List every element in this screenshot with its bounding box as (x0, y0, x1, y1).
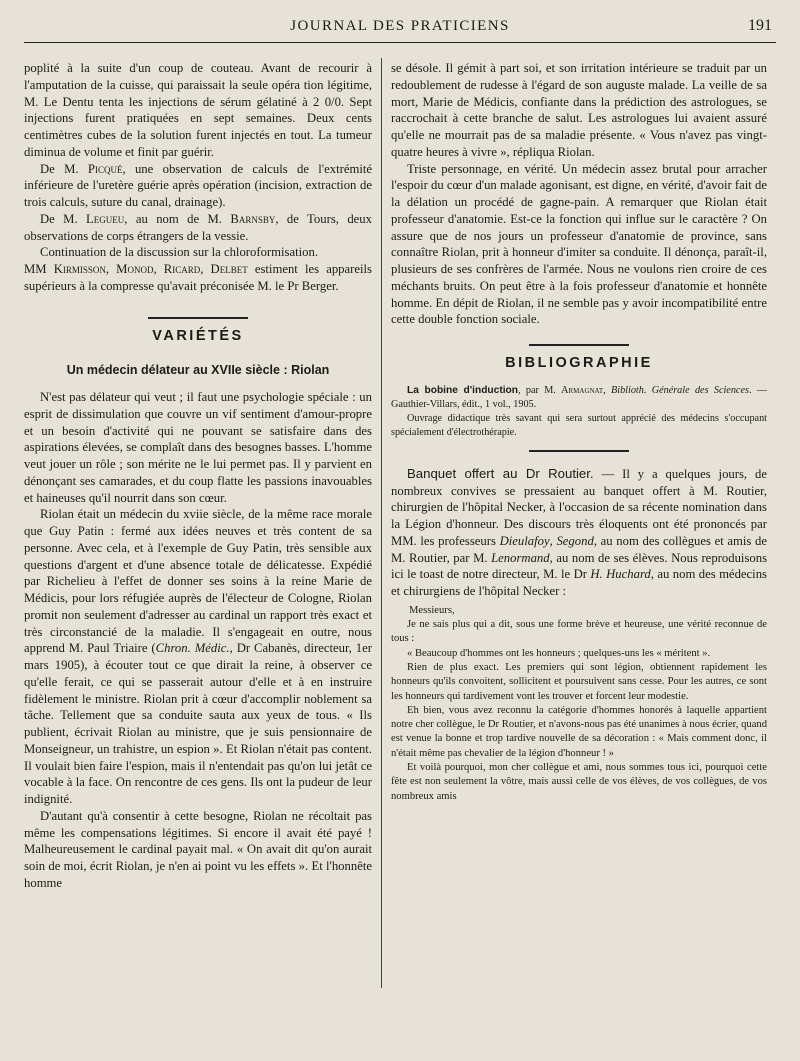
paragraph: Triste personnage, en vérité. Un médecin assez brutal pour arracher l'espoir du cœur d'un malade agonisant, est digne, en vérité, d'avoir fait de la délation un procédé de gagne-pain. A remarquer que Riolan était professeur d'anatomie. Est-ce la fonction qui influe sur le caractère ? On assure que de nos jours un professeur d'anatomie de province, sans connaître Riolan, prit à honneur d'imiter sa conduite. Il dénonça, paraît-il, plusieurs de ses confrères de l'armée. Nous ne voulons rien croire de ces méchants bruits. On peut être à la fois professeur d'anatomie et honnête homme. En dépit de Riolan, il ne semble pas y avoir incompatibilité entre cette double fonction sociale. (391, 161, 767, 327)
page-number: 191 (748, 17, 772, 34)
paragraph: Je ne sais plus qui a dit, sous une forme brève et heureuse, une vérité reconnue de tous : (391, 619, 767, 645)
paragraph: D'autant qu'à consentir à cette besogne, Riolan ne récoltait pas même les compensations légitimes. Si encore il avait été payé ! Malheureusement le cardinal payait mal. « On avait dit qu'on aurait soin de moi, écrit Riolan, je n'en ai point vu les effets ». Et l'honnête homme (24, 808, 372, 890)
paragraph: Riolan était un médecin du xviie siècle, de la même race morale que Guy Patin : fermé aux idées neuves et très content de sa personne. Avec cela, et à l'exemple de Guy Patin, très sensible aux questions d'argent et d'une absence totale de délicatesse. Expédié par Richelieu à l'effet de donner ses soins à la reine Marie de Médicis, pour lors réfugiée auprès de l'électeur de Cologne, Riolan promit non seulement d'adresser au cardinal un rapport très exact et très circonstancié de la maladie. Il s'engageait en outre, nous apprend M. Paul Triaire (Chron. Médic., Dr Cabanès, directeur, 1er mars 1905), à écouter tout ce que dirait la reine, à observer ce qu'elle ferait, ce qui se passerait autour d'elle et à en instruire fidèlement le ministre. Riolan prit à cœur d'accomplir noblement sa tâche. Tellement que sa conduite sauta aux yeux de tous. « Ils publient, écrivait Riolan au ministre, que je suis pensionnaire de Monseigneur, un trahistre, un espion ». Et Riolan n'était pas content. Il voulait bien faire l'espion, mais il n'entendait pas qu'on lui jetât ce vocable à la face. On rencontre de ces gens. Ils ont la pudeur de leur indignité. (24, 507, 372, 806)
article-title: Un médecin délateur au XVIIe siècle : Riolan (66, 363, 330, 378)
paragraph: N'est pas délateur qui veut ; il faut une psychologie spéciale : un esprit de dissimulation que couvre un vif sentiment d'amour-propre et un besoin d'activité qui ne pouvant se satisfaire dans des aspirations élevées, se complaît dans des besognes basses. L'homme veut jouer un rôle ; son mérite ne le lui permet pas. Il y parvient en dénonçant ses camarades, et du coup flatte les passions inavouables et haineuses qu'il nourrit dans son cœur. (24, 390, 372, 505)
news-headline: Banquet offert au Dr Routier. (407, 465, 594, 481)
section-rule (529, 450, 629, 452)
section-rule (529, 344, 629, 346)
paragraph: MM Kirmisson, Monod, Ricard, Delbet estiment les appareils supérieurs à la compresse qu'avait préconisée M. le Pr Berger. (24, 262, 372, 293)
right-column (391, 60, 767, 804)
paragraph: se désole. Il gémit à part soi, et son irritation intérieure se traduit par un redoublement de rudesse à l'égard de son auguste malade. La veille de sa mort, Marie de Médicis, confiante dans la prédiction des astrologues, se raccrochait à cette branche de salut. Les astrologues lui avaient assuré qu'elle ne mourrait pas de sa maladie présente. « Vous n'avez pas vingt-quatre heures à vivre », répliqua Riolan. (391, 61, 767, 159)
author-name: Armagnat (561, 384, 604, 396)
paragraph: De M. Picqué, une observation de calculs de l'extrémité inférieure de l'uretère guérie après opération (incision, extraction de trois calculs, suture du canal, drainage). (24, 161, 373, 209)
speech-text (391, 604, 767, 804)
bibliography-entry (391, 384, 767, 440)
paragraph: Et voilà pourquoi, mon cher collègue et ami, nous sommes tous ici, pourquoi cette fête est non seulement la vôtre, mais aussi celle de vos élèves, de vos collègues, de vos nombreux amis (391, 762, 767, 802)
paragraph: De M. Legueu, au nom de M. Barnsby, de Tours, deux observations de corps étrangers de la vessie. (24, 211, 372, 243)
paragraph: poplité à la suite d'un coup de couteau. Avant de recourir à l'amputation de la cuisse, qui paraissait la seule opéra tion légitime, M. Le Dentu tenta les injections de sérum gélatiné à 2 0/0. Sept injections furent pratiquées en sept semaines. Deux cents centimètres cubes de la solution furent injectés en tout. La tumeur diminua de volume et finit par guérir. (24, 61, 372, 159)
section-title-bibliographie: BIBLIOGRAPHIE (505, 355, 653, 371)
journal-title: JOURNAL DES PRATICIENS (290, 18, 510, 34)
paragraph: Ouvrage didactique très savant qui sera surtout apprécié des médecins s'occupant spécialement d'électrothérapie. (391, 412, 767, 438)
author-name: Picqué (87, 161, 123, 176)
paragraph: Banquet offert au Dr Routier. — Il y a quelques jours, de nombreux convives se pressaient au banquet offert à M. Routier, chirurgien de l'hôpital Necker, à l'occasion de sa récente nomination dans la Légion d'honneur. Des discours très éloquents ont été prononcés par MM. les professeurs Dieulafoy, Segond, au nom des collègues et amis de M. Routier, par M. Lenormand, au nom de ses élèves. Nous reproduisons ici le toast de notre directeur, M. le Dr H. Huchard, au nom des médecins et chirurgiens de l'hôpital Necker : (391, 465, 768, 598)
section-rule (148, 317, 248, 319)
left-column (24, 60, 372, 892)
paragraph: « Beaucoup d'hommes ont les honneurs ; quelques-uns les « méritent ». (407, 647, 711, 659)
paragraph: La bobine d'induction, par M. Armagnat, Biblioth. Générale des Sciences. — Gauthier-Villars, édit., 1 vol., 1905. (391, 384, 768, 410)
author-names: Kirmisson, Monod, Ricard, Delbet (53, 262, 248, 276)
journal-reference: Chron. Médic. (155, 641, 230, 656)
speech-greeting: Messieurs, (409, 604, 455, 616)
paragraph: Rien de plus exact. Les premiers qui sont légion, obtiennent rapidement les honneurs qu'ils convoitent, sollicitent et poursuivent sans cesse. Pour les autres, ce sont les honneurs qui tardivement vont les trouver et forcent leur modestie. (391, 661, 767, 702)
paragraph: Continuation de la discussion sur la chloroformisation. (40, 245, 319, 260)
column-divider (381, 58, 382, 988)
author-name: Barnsby (230, 211, 276, 226)
paragraph: Eh bien, vous avez reconnu la catégorie d'hommes honorés à laquelle appartient notre cher collègue, le Dr Routier, et n'avons-nous pas été unanimes à nous écrier, quand est venue la bonne et trop tardive nouvelle de sa décoration : « Mais comment donc, il n'était même pas chevalier de la légion d'honneur ! » (391, 704, 767, 759)
running-head (22, 14, 778, 40)
book-title: La bobine d'induction (407, 384, 518, 396)
series-name: Biblioth. Générale des Sciences (611, 384, 749, 396)
author-name: Legueu (86, 211, 125, 226)
section-title-varietes: VARIÉTÉS (152, 327, 244, 344)
header-rule (24, 42, 776, 43)
